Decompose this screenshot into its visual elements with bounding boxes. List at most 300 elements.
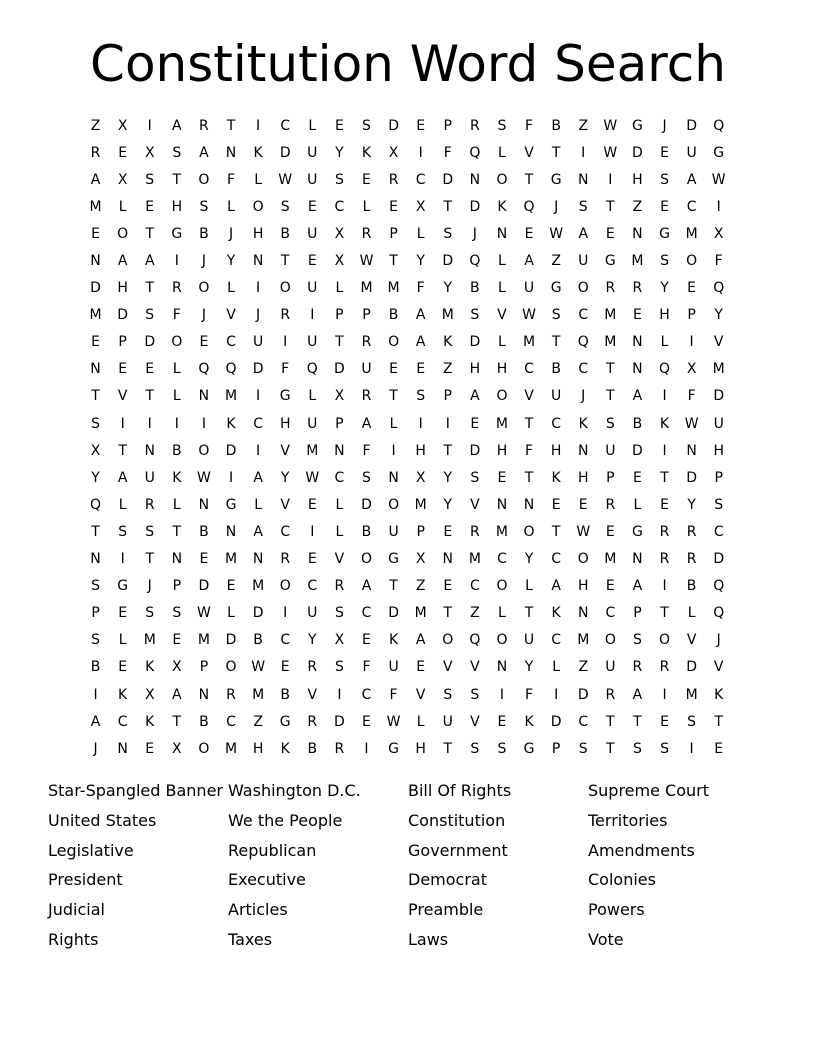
grid-letter: X xyxy=(117,117,128,134)
grid-letter: D xyxy=(334,361,345,378)
grid-letter: S xyxy=(362,117,371,134)
grid-letter: E xyxy=(118,144,128,161)
word-list-item: Constitution xyxy=(408,810,506,830)
grid-letter: T xyxy=(524,415,534,432)
grid-letter: I xyxy=(310,307,315,324)
grid-letter: E xyxy=(145,740,155,757)
grid-letter: V xyxy=(442,659,453,676)
grid-letter: S xyxy=(470,469,480,486)
grid-letter: Q xyxy=(469,144,481,161)
grid-letter: C xyxy=(551,632,562,649)
grid-letter: I xyxy=(662,686,667,703)
grid-letter: Y xyxy=(524,551,534,568)
grid-letter: X xyxy=(415,198,426,215)
grid-letter: N xyxy=(442,551,453,568)
page-title: Constitution Word Search xyxy=(90,35,726,93)
grid-letter: S xyxy=(578,198,588,215)
grid-letter: P xyxy=(687,307,696,324)
grid-letter: P xyxy=(335,415,344,432)
grid-letter: C xyxy=(226,334,236,351)
grid-letter: U xyxy=(578,253,589,270)
grid-letter: J xyxy=(228,225,234,242)
grid-letter: D xyxy=(334,713,345,730)
grid-letter: K xyxy=(388,632,399,649)
grid-letter: U xyxy=(442,713,453,730)
word-list-item: Supreme Court xyxy=(588,781,709,800)
grid-letter: X xyxy=(415,551,426,568)
grid-letter: Y xyxy=(226,253,236,270)
grid-letter: U xyxy=(361,361,372,378)
grid-letter: G xyxy=(523,740,535,757)
grid-letter: B xyxy=(90,659,101,676)
grid-letter: L xyxy=(227,280,235,297)
grid-letter: Q xyxy=(659,361,671,378)
grid-letter: G xyxy=(550,171,562,188)
grid-letter: T xyxy=(280,253,290,270)
grid-letter: U xyxy=(144,469,155,486)
grid-letter: S xyxy=(497,740,507,757)
grid-letter: T xyxy=(660,469,669,486)
grid-letter: A xyxy=(253,523,263,540)
grid-letter: A xyxy=(415,307,426,324)
grid-letter: T xyxy=(91,388,100,405)
grid-letter: X xyxy=(686,361,697,378)
grid-letter: C xyxy=(280,117,291,134)
grid-letter: W xyxy=(522,307,536,324)
grid-letter: N xyxy=(388,469,399,486)
grid-letter: K xyxy=(253,144,263,161)
grid-letter: N xyxy=(686,442,697,459)
grid-letter: O xyxy=(225,659,237,676)
grid-letter: K xyxy=(280,740,290,757)
grid-letter: A xyxy=(470,388,480,405)
grid-letter: X xyxy=(172,740,182,757)
grid-letter: O xyxy=(117,225,129,242)
grid-letter: E xyxy=(362,171,371,188)
grid-letter: O xyxy=(388,334,400,351)
grid-letter: Q xyxy=(306,361,318,378)
grid-letter: L xyxy=(389,415,398,432)
grid-letter: S xyxy=(362,469,371,486)
grid-letter: V xyxy=(470,713,480,730)
grid-letter: E xyxy=(307,253,317,270)
grid-letter: O xyxy=(198,740,210,757)
grid-letter: W xyxy=(603,144,618,161)
grid-letter: Q xyxy=(577,334,589,351)
word-list-item: Vote xyxy=(588,929,624,949)
grid-letter: E xyxy=(497,713,507,730)
grid-letter: L xyxy=(308,388,317,405)
grid-letter: N xyxy=(117,740,128,757)
grid-letter: V xyxy=(117,388,128,405)
grid-letter: M xyxy=(523,334,536,351)
grid-letter: A xyxy=(361,578,372,595)
grid-letter: B xyxy=(280,225,290,242)
grid-letter: M xyxy=(306,442,319,459)
grid-letter: E xyxy=(226,578,236,595)
grid-letter: N xyxy=(252,551,264,568)
grid-letter: P xyxy=(335,307,344,324)
grid-letter: C xyxy=(686,198,697,215)
grid-letter: N xyxy=(334,442,345,459)
grid-letter: U xyxy=(388,659,399,676)
grid-letter: A xyxy=(117,253,128,270)
word-list-item: Laws xyxy=(408,929,449,949)
grid-letter: F xyxy=(172,307,181,324)
grid-letter: O xyxy=(442,632,454,649)
grid-letter: L xyxy=(362,198,371,215)
grid-letter: H xyxy=(577,469,589,486)
grid-letter: T xyxy=(145,225,155,242)
grid-letter: L xyxy=(118,632,127,649)
grid-letter: D xyxy=(388,605,399,622)
grid-letter: W xyxy=(359,253,374,270)
grid-letter: N xyxy=(198,496,210,513)
grid-letter: B xyxy=(253,632,263,649)
grid-letter: J xyxy=(716,632,721,649)
grid-letter: M xyxy=(604,334,617,351)
grid-letter: Y xyxy=(524,659,534,676)
grid-letter: R xyxy=(605,686,616,703)
grid-letter: Q xyxy=(198,361,210,378)
grid-letter: C xyxy=(361,686,372,703)
grid-letter: V xyxy=(524,144,534,161)
grid-letter: O xyxy=(360,551,372,568)
grid-letter: N xyxy=(577,605,589,622)
grid-letter: L xyxy=(498,280,506,297)
grid-letter: R xyxy=(199,117,209,134)
grid-letter: M xyxy=(224,740,238,757)
grid-letter: M xyxy=(360,280,373,297)
grid-letter: S xyxy=(145,605,155,622)
grid-letter: S xyxy=(334,605,344,622)
grid-letter: S xyxy=(91,578,100,595)
grid-letter: I xyxy=(174,253,179,270)
grid-letter: Q xyxy=(713,605,725,622)
grid-letter: A xyxy=(632,578,643,595)
grid-letter: D xyxy=(442,171,454,188)
word-list-item: Territories xyxy=(588,810,668,830)
grid-letter: H xyxy=(713,442,724,459)
grid-letter: T xyxy=(551,523,561,540)
grid-letter: P xyxy=(633,605,642,622)
grid-letter: Z xyxy=(551,253,561,270)
grid-letter: U xyxy=(307,605,318,622)
grid-letter: T xyxy=(443,740,453,757)
grid-letter: I xyxy=(689,334,694,351)
grid-letter: S xyxy=(714,496,724,513)
grid-letter: G xyxy=(279,388,291,405)
grid-letter: N xyxy=(577,171,589,188)
grid-letter: B xyxy=(307,740,318,757)
grid-letter: E xyxy=(660,198,669,215)
grid-letter: P xyxy=(199,659,209,676)
grid-letter: S xyxy=(91,632,100,649)
grid-letter: L xyxy=(172,361,181,378)
grid-letter: S xyxy=(118,523,128,540)
grid-letter: T xyxy=(443,198,453,215)
grid-letter: J xyxy=(581,388,586,405)
grid-letter: R xyxy=(632,280,643,297)
grid-letter: U xyxy=(523,280,535,297)
grid-letter: Y xyxy=(308,632,317,649)
grid-letter: B xyxy=(388,307,399,324)
grid-letter: X xyxy=(172,659,182,676)
grid-letter: T xyxy=(145,280,155,297)
grid-letter: E xyxy=(632,469,642,486)
grid-letter: R xyxy=(307,713,318,730)
word-list-item: Preamble xyxy=(408,900,484,920)
grid-letter: N xyxy=(171,551,183,568)
grid-letter: I xyxy=(93,686,98,703)
grid-letter: C xyxy=(117,713,128,730)
grid-letter: R xyxy=(659,523,670,540)
grid-letter: B xyxy=(470,280,480,297)
grid-letter: D xyxy=(632,144,643,161)
grid-letter: U xyxy=(713,415,724,432)
grid-letter: I xyxy=(310,523,315,540)
grid-letter: G xyxy=(713,144,725,161)
grid-letter: U xyxy=(307,334,318,351)
grid-letter: P xyxy=(91,605,100,622)
grid-letter: K xyxy=(226,415,236,432)
grid-letter: I xyxy=(662,578,667,595)
grid-letter: C xyxy=(253,415,263,432)
grid-letter: R xyxy=(361,388,372,405)
grid-letter: C xyxy=(551,415,562,432)
grid-letter: G xyxy=(604,253,616,270)
grid-letter: T xyxy=(551,334,561,351)
grid-letter: D xyxy=(117,307,129,324)
grid-letter: F xyxy=(226,171,236,188)
grid-letter: E xyxy=(145,361,155,378)
grid-letter: R xyxy=(334,578,345,595)
grid-letter: T xyxy=(551,144,561,161)
grid-letter: S xyxy=(91,415,100,432)
grid-letter: W xyxy=(251,659,266,676)
grid-letter: H xyxy=(171,198,183,215)
grid-letter: I xyxy=(391,442,396,459)
grid-letter: E xyxy=(443,523,453,540)
grid-letter: J xyxy=(554,198,559,215)
grid-letter: X xyxy=(334,388,345,405)
grid-letter: K xyxy=(659,415,670,432)
grid-letter: V xyxy=(470,496,480,513)
grid-letter: E xyxy=(145,198,155,215)
grid-letter: H xyxy=(252,740,264,757)
grid-letter: L xyxy=(335,280,344,297)
grid-letter: Y xyxy=(416,253,425,270)
grid-letter: S xyxy=(280,198,290,215)
grid-letter: D xyxy=(225,632,237,649)
grid-letter: W xyxy=(549,225,564,242)
grid-letter: G xyxy=(171,225,183,242)
grid-letter: R xyxy=(226,686,236,703)
grid-letter: H xyxy=(252,225,264,242)
word-list-item: We the People xyxy=(228,810,343,830)
grid-letter: U xyxy=(307,280,318,297)
grid-letter: F xyxy=(714,253,723,270)
grid-letter: O xyxy=(523,523,535,540)
grid-letter: U xyxy=(523,632,535,649)
grid-letter: M xyxy=(252,686,265,703)
grid-letter: M xyxy=(224,388,238,405)
word-list-item: Colonies xyxy=(588,870,656,890)
grid-letter: N xyxy=(90,361,101,378)
grid-letter: E xyxy=(362,632,371,649)
grid-letter: O xyxy=(496,578,508,595)
grid-letter: D xyxy=(686,117,697,134)
grid-letter: E xyxy=(118,361,128,378)
grid-letter: Z xyxy=(253,713,263,730)
grid-letter: K xyxy=(118,686,128,703)
grid-letter: J xyxy=(662,117,667,134)
grid-letter: O xyxy=(388,496,400,513)
grid-letter: V xyxy=(524,388,534,405)
grid-letter: A xyxy=(253,469,263,486)
grid-letter: C xyxy=(226,713,236,730)
grid-letter: Y xyxy=(443,280,453,297)
grid-letter: P xyxy=(443,117,452,134)
grid-letter: N xyxy=(632,225,643,242)
grid-letter: W xyxy=(305,469,320,486)
grid-letter: T xyxy=(606,361,615,378)
grid-letter: A xyxy=(199,144,209,161)
grid-letter: I xyxy=(337,686,342,703)
grid-letter: A xyxy=(144,253,155,270)
grid-letter: L xyxy=(498,253,506,270)
grid-letter: A xyxy=(578,225,589,242)
grid-letter: R xyxy=(469,523,480,540)
grid-letter: Z xyxy=(632,198,643,215)
grid-letter: B xyxy=(361,523,372,540)
grid-letter: I xyxy=(147,117,152,134)
grid-letter: H xyxy=(496,442,508,459)
word-list-item: Republican xyxy=(228,840,317,860)
grid-letter: Q xyxy=(713,117,725,134)
grid-letter: A xyxy=(524,253,534,270)
grid-letter: C xyxy=(524,361,534,378)
grid-letter: K xyxy=(172,469,182,486)
grid-letter: R xyxy=(605,496,616,513)
grid-letter: U xyxy=(307,415,318,432)
grid-letter: I xyxy=(581,144,586,161)
grid-letter: I xyxy=(662,388,667,405)
grid-letter: T xyxy=(443,442,453,459)
grid-letter: V xyxy=(470,659,480,676)
grid-letter: U xyxy=(307,144,318,161)
grid-letter: A xyxy=(686,171,697,188)
grid-letter: T xyxy=(335,334,344,351)
grid-letter: E xyxy=(714,740,724,757)
grid-letter: M xyxy=(685,225,698,242)
grid-letter: I xyxy=(499,686,505,703)
grid-letter: P xyxy=(551,740,561,757)
grid-letter: E xyxy=(172,632,182,649)
grid-letter: N xyxy=(469,171,481,188)
grid-letter: G xyxy=(279,713,291,730)
grid-letter: B xyxy=(551,117,561,134)
grid-letter: I xyxy=(283,605,288,622)
grid-letter: L xyxy=(172,496,181,513)
grid-letter: E xyxy=(307,496,317,513)
grid-letter: V xyxy=(497,307,507,324)
grid-letter: I xyxy=(228,469,234,486)
grid-letter: B xyxy=(280,686,290,703)
grid-letter: L xyxy=(498,334,506,351)
grid-letter: L xyxy=(118,198,127,215)
grid-letter: C xyxy=(713,523,724,540)
grid-letter: E xyxy=(660,713,669,730)
grid-letter: L xyxy=(172,388,181,405)
grid-letter: V xyxy=(307,686,318,703)
grid-letter: F xyxy=(416,280,425,297)
grid-letter: Q xyxy=(523,198,535,215)
grid-letter: F xyxy=(525,442,534,459)
grid-letter: S xyxy=(199,198,209,215)
grid-letter: U xyxy=(551,388,562,405)
grid-letter: W xyxy=(197,469,211,486)
grid-letter: E xyxy=(307,551,317,568)
grid-letter: H xyxy=(415,740,426,757)
grid-letter: E xyxy=(443,578,453,595)
grid-letter: T xyxy=(660,605,669,622)
grid-letter: S xyxy=(660,253,669,270)
grid-letter: Q xyxy=(469,253,481,270)
grid-letter: L xyxy=(308,117,317,134)
grid-letter: O xyxy=(577,280,589,297)
grid-letter: D xyxy=(198,578,210,595)
grid-letter: R xyxy=(659,551,670,568)
grid-letter: X xyxy=(90,442,101,459)
grid-letter: B xyxy=(199,225,209,242)
grid-letter: N xyxy=(90,551,101,568)
grid-letter: L xyxy=(254,171,263,188)
grid-letter: J xyxy=(147,578,152,595)
grid-letter: M xyxy=(414,496,427,513)
grid-letter: R xyxy=(605,280,616,297)
grid-letter: I xyxy=(689,740,694,757)
grid-letter: M xyxy=(495,523,508,540)
grid-letter: S xyxy=(660,740,669,757)
grid-letter: U xyxy=(605,659,616,676)
grid-letter: A xyxy=(172,117,182,134)
grid-letter: C xyxy=(578,361,589,378)
word-list-item: Government xyxy=(408,840,508,860)
grid-letter: E xyxy=(199,551,209,568)
grid-letter: I xyxy=(147,415,152,432)
grid-letter: S xyxy=(443,686,453,703)
grid-letter: T xyxy=(633,713,642,730)
grid-letter: I xyxy=(256,117,261,134)
grid-letter: Q xyxy=(713,578,725,595)
grid-letter: T xyxy=(606,198,615,215)
grid-letter: W xyxy=(197,605,211,622)
grid-letter: R xyxy=(659,659,670,676)
grid-letter: N xyxy=(144,442,155,459)
grid-letter: L xyxy=(254,496,263,513)
grid-letter: M xyxy=(414,605,427,622)
grid-letter: Y xyxy=(660,280,669,297)
grid-letter: K xyxy=(361,144,372,161)
grid-letter: L xyxy=(552,659,561,676)
word-list-item: Executive xyxy=(228,870,306,890)
grid-letter: C xyxy=(280,632,291,649)
grid-letter: L xyxy=(335,496,344,513)
grid-letter: M xyxy=(604,551,617,568)
grid-letter: S xyxy=(578,740,588,757)
grid-letter: S xyxy=(334,171,344,188)
